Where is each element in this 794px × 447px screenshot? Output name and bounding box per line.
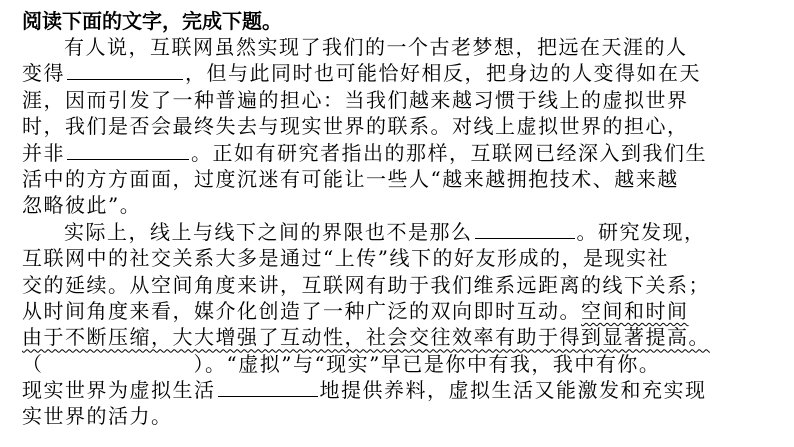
p1-line-3: 涯，因而引发了一种普遍的担心：当我们越来越习惯于线上的虚拟世界 xyxy=(22,87,689,112)
answer-blank-3[interactable] xyxy=(475,220,575,239)
p1-line-6: 活中的方方面面，过度沉迷有可能让一些人“越来越拥抱技术、越来越 xyxy=(22,166,679,191)
answer-blank-2[interactable] xyxy=(67,141,189,160)
p1-line-1: 有人说，互联网虽然实现了我们的一个古老梦想，把远在天涯的人 xyxy=(64,35,688,59)
p1-line-2 xyxy=(22,60,782,86)
p2-line-4-start: 从时间角度来看，媒介化创造了一种广泛的双向即时互动。 xyxy=(22,298,581,323)
p2-line-6 xyxy=(22,351,782,377)
p1-line-2-start: 变得 xyxy=(22,61,65,86)
p1-line-5-start: 并非 xyxy=(22,140,65,165)
p2-line-2: 互联网中的社交关系大多是通过“上传”线下的好友形成的，是现实社 xyxy=(22,246,669,271)
p2-line-7-start: 现实世界为虚拟生活 xyxy=(22,378,216,403)
paragraph-1 xyxy=(22,34,782,219)
p2-line-3: 交的延续。从空间角度来讲，互联网有助于我们维系远距离的线下关系； xyxy=(22,272,710,297)
answer-blank-1[interactable] xyxy=(67,61,183,80)
p1-line-4: 时，我们是否会最终失去与现实世界的联系。对线上虚拟世界的担心， xyxy=(22,114,689,139)
p2-line-7-end: 地提供养料，虚拟生活又能激发和充实现 xyxy=(319,378,707,403)
answer-blank-4[interactable] xyxy=(218,378,318,397)
paragraph-2 xyxy=(22,219,782,430)
p2-line-5 xyxy=(22,324,782,350)
p2-line-7 xyxy=(22,377,782,403)
reading-passage xyxy=(22,8,782,430)
p2-line-4 xyxy=(22,298,782,324)
p2-line-8: 实世界的活力。 xyxy=(22,404,173,429)
p2-line-6-end: ）。“虚拟”与“现实”早已是你中有我，我中有你。 xyxy=(193,351,661,376)
open-paren: （ xyxy=(22,351,44,376)
question-heading: 阅读下面的文字，完成下题。 xyxy=(22,9,282,33)
p2-line-1-start: 实际上，线上与线下之间的界限也不是那么 xyxy=(64,219,473,244)
wavy-underlined-sentence-start: 空间和时间 xyxy=(581,298,689,323)
p1-line-7: 忽略彼此”。 xyxy=(22,193,142,218)
wavy-underlined-sentence-end: 由于不断压缩，大大增强了互动性，社会交往效率有助于得到显著提高。 xyxy=(22,325,710,350)
p2-line-1-end: 。研究发现， xyxy=(576,219,706,244)
p1-line-5-end: 。正如有研究者指出的那样，互联网已经深入到我们生 xyxy=(191,140,707,165)
p2-line-1 xyxy=(22,219,782,245)
p1-line-5 xyxy=(22,140,782,166)
p1-line-2-end: ，但与此同时也可能恰好相反，把身边的人变得如在天 xyxy=(185,61,701,86)
